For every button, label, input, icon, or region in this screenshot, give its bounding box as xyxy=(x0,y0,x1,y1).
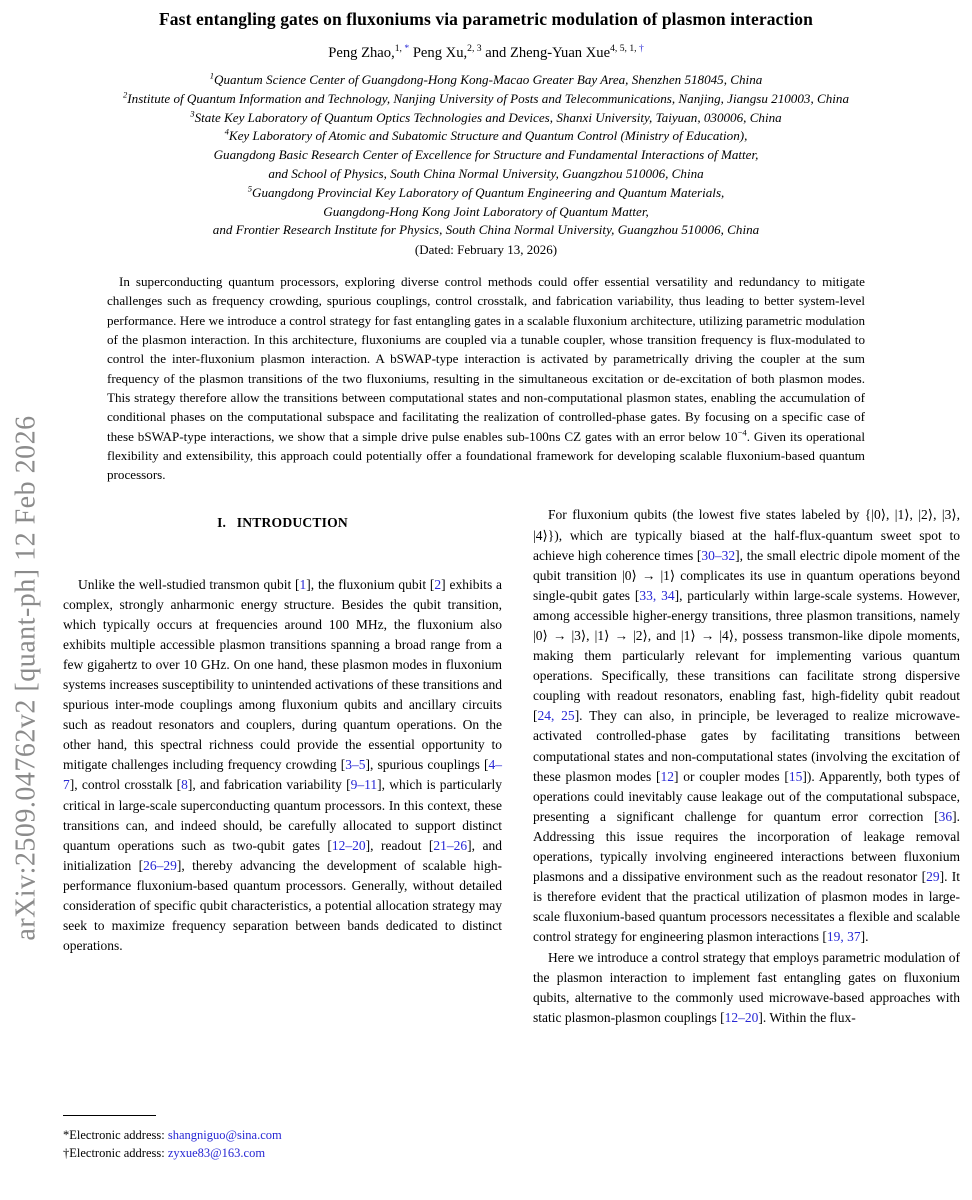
footnote-area xyxy=(63,1115,502,1164)
author-footnote-dagger[interactable]: † xyxy=(636,43,644,55)
date-line: (Dated: February 13, 2026) xyxy=(414,242,558,258)
text-run: ], the small electric dipole moment of the qubit transition |0⟩ → |1⟩ complicates its use in quantum operations beyond single-qubit gates [ xyxy=(533,547,960,603)
email-link[interactable]: zyxue83@163.com xyxy=(167,1145,266,1160)
text-run: 4 xyxy=(224,127,229,138)
affiliation-line-1 xyxy=(0,71,972,90)
affiliation-list xyxy=(0,71,972,240)
text-run: State Key Laboratory of Quantum Optics Technologies and Devices, Shanxi University, Taiyuan, 030006, China xyxy=(194,109,782,125)
text-run: 5 xyxy=(247,183,252,194)
text-run: Guangdong Provincial Key Laboratory of Quantum Engineering and Quantum Materials, xyxy=(252,184,725,200)
text-run: For fluxonium qubits (the lowest five states labeled by {|0⟩, |1⟩, |2⟩, |3⟩, |4⟩}), which are typically biased at the half-flux-quantum sweet spot to achieve high coherence times [ xyxy=(533,507,960,563)
citation-link[interactable]: 19, 37 xyxy=(826,929,861,945)
footnote-divider xyxy=(63,1115,156,1116)
right-paragraph-2 xyxy=(533,948,960,1028)
text-run: *Electronic address: xyxy=(63,1128,168,1143)
text-run: Here we introduce a control strategy that employs parametric modulation of the plasmon interaction to implement fast entangling gates on fluxonium qubits, alternative to the commonly used microwave-based approaches with static plasmon-plasmon couplings [ xyxy=(533,949,960,1025)
text-run: and Zheng-Yuan Xue xyxy=(481,45,611,61)
citation-link[interactable]: 33, 34 xyxy=(639,587,675,603)
affiliation-line-9 xyxy=(0,221,972,240)
affiliation-line-6 xyxy=(0,165,972,184)
citation-link[interactable]: 3–5 xyxy=(345,757,366,773)
email-link[interactable]: shangniguo@sina.com xyxy=(167,1128,282,1143)
citation-link[interactable]: 12–20 xyxy=(724,1009,759,1025)
citation-link[interactable]: 26–29 xyxy=(143,857,177,873)
citation-link[interactable]: 15 xyxy=(788,768,803,784)
paper-title: Fast entangling gates on fluxoniums via parametric modulation of plasmon interaction xyxy=(159,9,813,29)
text-run: and School of Physics, South China Normal University, Guangzhou 510006, China xyxy=(268,165,704,181)
text-run: 4, 5, 1, xyxy=(610,43,637,55)
author-line xyxy=(0,45,972,62)
text-run: ], and initialization [ xyxy=(63,837,502,873)
text-run: ], which is particularly critical in large-scale superconducting quantum processors. In this context, these transitions can, and indeed should, be carefully allocated to support distinct quantum operations such as two-qubit gates [ xyxy=(63,777,502,853)
text-run: ]. Addressing this issue requires the incorporation of leakage removal operations, typically involving engineered interactions between fluxonium plasmons and a dissipative environment such as the readout resonator [ xyxy=(533,808,960,885)
text-run: Unlike the well-studied transmon qubit [ xyxy=(78,576,300,592)
text-run: ]. They can also, in principle, be leveraged to realize microwave-activated controlled-phase gates by facilitating transitions between computational states and non-computational states (involving the excitation of these plasmon modes [ xyxy=(533,708,961,784)
text-run: ]). Apparently, both types of operations could inevitably cause leakage out of the computational subspace, presenting a significant challenge for quantum error correction [ xyxy=(533,768,960,824)
text-run: †Electronic address: xyxy=(63,1145,168,1160)
citation-link[interactable]: 8 xyxy=(181,777,188,793)
citation-link[interactable]: 1 xyxy=(299,576,307,592)
text-run: ], the fluxonium qubit [ xyxy=(306,576,435,592)
affiliation-line-2 xyxy=(0,90,972,109)
text-run: ], spurious couplings [ xyxy=(365,757,489,773)
text-run: 3 xyxy=(190,108,195,119)
right-paragraph-1 xyxy=(533,505,960,947)
footnote-dagger xyxy=(63,1145,502,1163)
text-run: −4 xyxy=(737,427,747,438)
citation-link[interactable]: 4–7 xyxy=(63,757,502,793)
text-run: In superconducting quantum processors, exploring diverse control methods could offer essential versatility and redundancy to mitigate challenges such as frequency crowding, spurious couplings, control crosstalk, and fabrication variability, thus leading to better system-level performance. Here we introduce a control strategy for fast entangling gates in a scalable fluxonium architecture, utilizing parametric modulation of the plasmon interaction. In this architecture, fluxoniums are coupled via a tunable coupler, whose transition frequency is flux-modulated to control the inter-fluxonium plasmon interaction. A bSWAP-type interaction is activated by parametrically driving the coupler at the sum frequency of the plasmon transitions of the two fluxoniums, resulting in the simultaneous excitation or de-excitation of both plasmon modes. This strategy therefore allow the transitions between computational states and non-computational plasmon states, enabling the accumulation of conditional phases on the computational subspace and facilitating the realization of controlled-phase gates. By focusing on a specific case of these bSWAP-type interactions, we show that a simple drive pulse enables sub-100ns CZ gates with an error below 10 xyxy=(107,274,865,444)
text-run: . Given its operational flexibility and extensibility, this approach could potentially offer a foundational framework for developing scalable fluxonium-based quantum processors. xyxy=(107,428,865,483)
citation-link[interactable]: 2 xyxy=(434,576,442,592)
left-column xyxy=(63,505,502,1164)
author-footnote-star[interactable]: * xyxy=(401,43,410,55)
affiliation-line-7 xyxy=(0,184,972,203)
citation-link[interactable]: 36 xyxy=(938,808,953,824)
text-run: ], readout [ xyxy=(365,837,434,853)
text-run: 1, xyxy=(394,43,402,55)
text-run: 2 xyxy=(122,89,128,100)
text-run: Peng Zhao, xyxy=(328,45,395,61)
text-run: 2, 3 xyxy=(467,43,482,55)
abstract-text xyxy=(107,272,865,484)
text-run: Quantum Science Center of Guangdong-Hong Kong-Macao Greater Bay Area, Shenzhen 518045, China xyxy=(214,72,763,87)
text-run: ], and fabrication variability [ xyxy=(187,777,351,793)
text-run: Key Laboratory of Atomic and Subatomic Structure and Quantum Control (Ministry of Education), xyxy=(228,128,748,144)
citation-link[interactable]: 30–32 xyxy=(701,547,736,563)
text-run: Guangdong-Hong Kong Joint Laboratory of Quantum Matter, xyxy=(323,203,649,219)
section-heading-introduction: I. INTRODUCTION xyxy=(217,515,348,531)
text-run: Peng Xu, xyxy=(409,45,468,61)
footnote-star xyxy=(63,1127,502,1145)
affiliation-line-3 xyxy=(0,109,972,128)
text-run: ] or coupler modes [ xyxy=(673,768,789,784)
citation-link[interactable]: 21–26 xyxy=(433,837,468,853)
text-run: ] exhibits a complex, strongly anharmonic energy structure. Besides the qubit transition, which typically occurs at frequencies around 100 MHz, the fluxonium also exhibits multiple accessible plasmon transitions spanning a broad range from a few gigahertz to over 10 GHz. On one hand, these plasmon modes in fluxonium systems increases susceptibility to unintended activations of these transitions and spurious inter-mode couplings among fluxonium qubits and ancillary circuits such as readout resonators and couplers, during quantum operations. On the other hand, this spectral richness could provide the essential opportunity to mitigate challenges including frequency crowding [ xyxy=(63,576,502,773)
citation-link[interactable]: 29 xyxy=(926,869,940,885)
text-run: 1 xyxy=(209,70,215,81)
affiliation-line-5 xyxy=(0,146,972,165)
intro-paragraph-1 xyxy=(63,575,502,957)
citation-link[interactable]: 24, 25 xyxy=(537,708,575,724)
two-column-body xyxy=(63,505,972,1164)
right-column xyxy=(533,505,960,1164)
text-run: ]. Within the flux- xyxy=(758,1009,856,1025)
affiliation-line-8 xyxy=(0,203,972,222)
text-run: Guangdong Basic Research Center of Excellence for Structure and Fundamental Interactions of Matter, xyxy=(213,147,759,163)
text-run: ]. It is therefore evident that the practical utilization of plasmon modes in large-scale fluxonium-based quantum processors necessitates a flexible and scalable control strategy for engineering plasmon interactions [ xyxy=(533,869,960,945)
arxiv-watermark-text: arXiv:2509.04762v2 [quant-ph] 12 Feb 2026 xyxy=(11,415,42,941)
text-run: and Frontier Research Institute for Physics, South China Normal University, Guangzhou 510006, China xyxy=(212,222,760,238)
text-run: ]. xyxy=(860,929,869,945)
text-run: ], thereby advancing the development of scalable high-performance fluxonium-based quantum processors. Generally, without detailed consideration of specific qubit characteristics, a potential allocation strategy may seek to maximize frequency separation between bands dedicated to distinct operations. xyxy=(63,857,502,954)
affiliation-line-4 xyxy=(0,127,972,146)
citation-link[interactable]: 12–20 xyxy=(331,837,366,853)
citation-link[interactable]: 9–11 xyxy=(350,777,378,793)
citation-link[interactable]: 12 xyxy=(660,768,674,784)
text-run: ], particularly within large-scale systems. However, among accessible higher-energy transitions, three plasmon transitions, namely |0⟩ → |3⟩, |1⟩ → |2⟩, and |1⟩ → |4⟩, possess transmon-like dipole moments, making them particularly relevant for implementing various quantum operations. Specifically, these transitions can facilitate strong dispersive coupling with readout resonators, enabling fast, high-fidelity qubit readout [ xyxy=(533,587,961,724)
text-run: ], control crosstalk [ xyxy=(69,777,182,793)
text-run: Institute of Quantum Information and Technology, Nanjing University of Posts and Telecommunications, Nanjing, Jiangsu 210003, China xyxy=(127,90,850,106)
